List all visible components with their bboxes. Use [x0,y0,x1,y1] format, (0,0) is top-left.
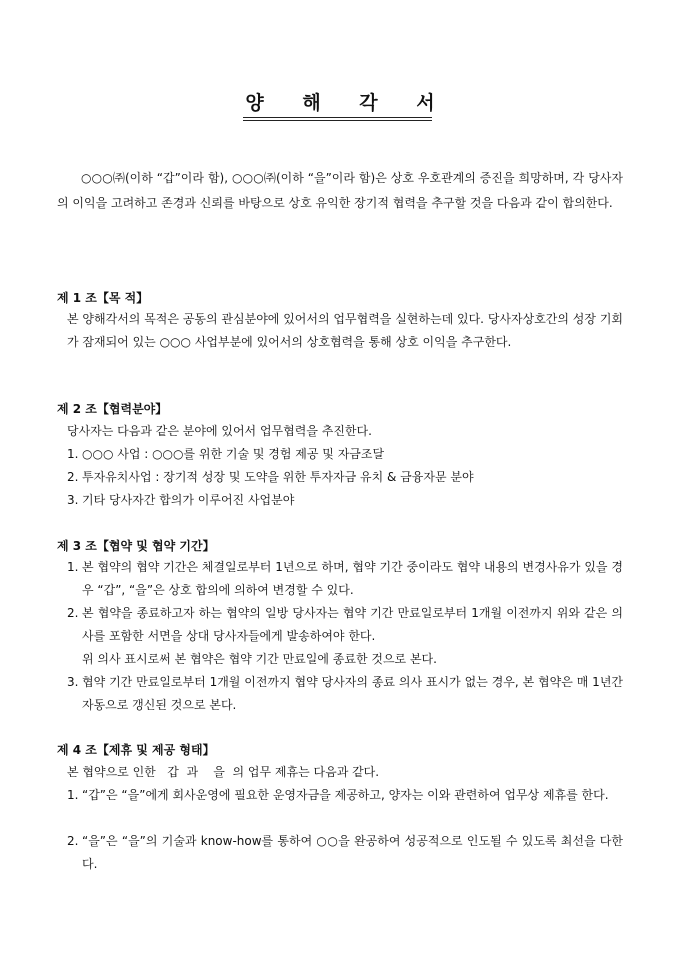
list-number: 2. [67,834,79,848]
article-4-body: 본 협약으로 인한 갑 과 을 의 업무 제휴는 다음과 같다. [67,765,380,779]
list-text: 기타 당사자간 합의가 이루어진 사업분야 [82,493,295,507]
article-3-heading: 제 3 조【협약 및 협약 기간】 [57,539,215,553]
article-1-body: 본 양해각서의 목적은 공동의 관심분야에 있어서의 업무협력을 실현하는데 있다. 당사자상호간의 성장 기회가 잠재되어 있는 ○○○ 사업부분에 있어서의 상호협력을 통해 상호 이익을 추구한다. [67,312,623,349]
article-4-item-1 [67,784,623,807]
article-1-heading: 제 1 조【목 적】 [57,291,149,305]
article-3-item-2 [67,602,623,648]
list-text: 협약 기간 만료일로부터 1개월 이전까지 협약 당사자의 종료 의사 표시가 없는 경우, 본 협약은 매 1년간 자동으로 갱신된 것으로 본다. [82,675,623,712]
title-underline-second [243,120,432,121]
list-number: 1. [67,788,79,802]
list-number: 1. [67,560,79,574]
list-text: “갑”은 “을”에게 회사운영에 필요한 운영자금을 제공하고, 양자는 이와 관련하여 업무상 제휴를 한다. [82,788,609,802]
article-3-item-3 [67,671,623,717]
title-underline [243,117,432,118]
list-text: 투자유치사업 : 장기적 성장 및 도약을 위한 투자자금 유치 & 금융자문 분야 [82,470,474,484]
list-number: 2. [67,606,79,620]
list-number: 2. [67,470,79,484]
article-4-item-2 [67,830,623,876]
article-4-heading: 제 4 조【제휴 및 제공 형태】 [57,743,215,757]
intro-paragraph: ○○○㈜(이하 “갑”이라 함), ○○○㈜(이하 “을”이라 함)은 상호 우호관계의 증진을 희망하며, 각 당사자의 이익을 고려하고 존경과 신뢰를 바탕으로 상호 유익한 장기적 협력을 추구할 것을 다음과 같이 합의한다. [57,171,623,210]
list-text: 본 협약의 협약 기간은 체결일로부터 1년으로 하며, 협약 기간 중이라도 협약 내용의 변경사유가 있을 경우 “갑”, “을”은 상호 합의에 의하여 변경할 수 있다. [82,560,623,597]
article-2-item-2 [67,466,623,489]
article-2-body: 당사자는 다음과 같은 분야에 있어서 업무협력을 추진한다. [67,424,372,438]
list-text: 본 협약을 종료하고자 하는 협약의 일방 당사자는 협약 기간 만료일로부터 1개월 이전까지 위와 같은 의사를 포함한 서면을 상대 당사자들에게 발송하여야 한다. [82,606,623,643]
document-title: 양 해 각 서 [245,92,451,114]
list-number: 3. [67,675,79,689]
list-number: 3. [67,493,79,507]
list-text: ○○○ 사업 : ○○○를 위한 기술 및 경험 제공 및 자금조달 [82,447,385,461]
article-2-item-3 [67,489,623,512]
article-3-note: 위 의사 표시로써 본 협약은 협약 기간 만료일에 종료한 것으로 본다. [82,652,437,666]
article-2-item-1 [67,443,623,466]
list-text: “을”은 “을”의 기술과 know-how를 통하여 ○○을 완공하여 성공적으로 인도될 수 있도록 최선을 다한다. [82,834,623,871]
article-2-heading: 제 2 조【협력분야】 [57,402,168,416]
article-3-item-1 [67,556,623,602]
list-number: 1. [67,447,79,461]
